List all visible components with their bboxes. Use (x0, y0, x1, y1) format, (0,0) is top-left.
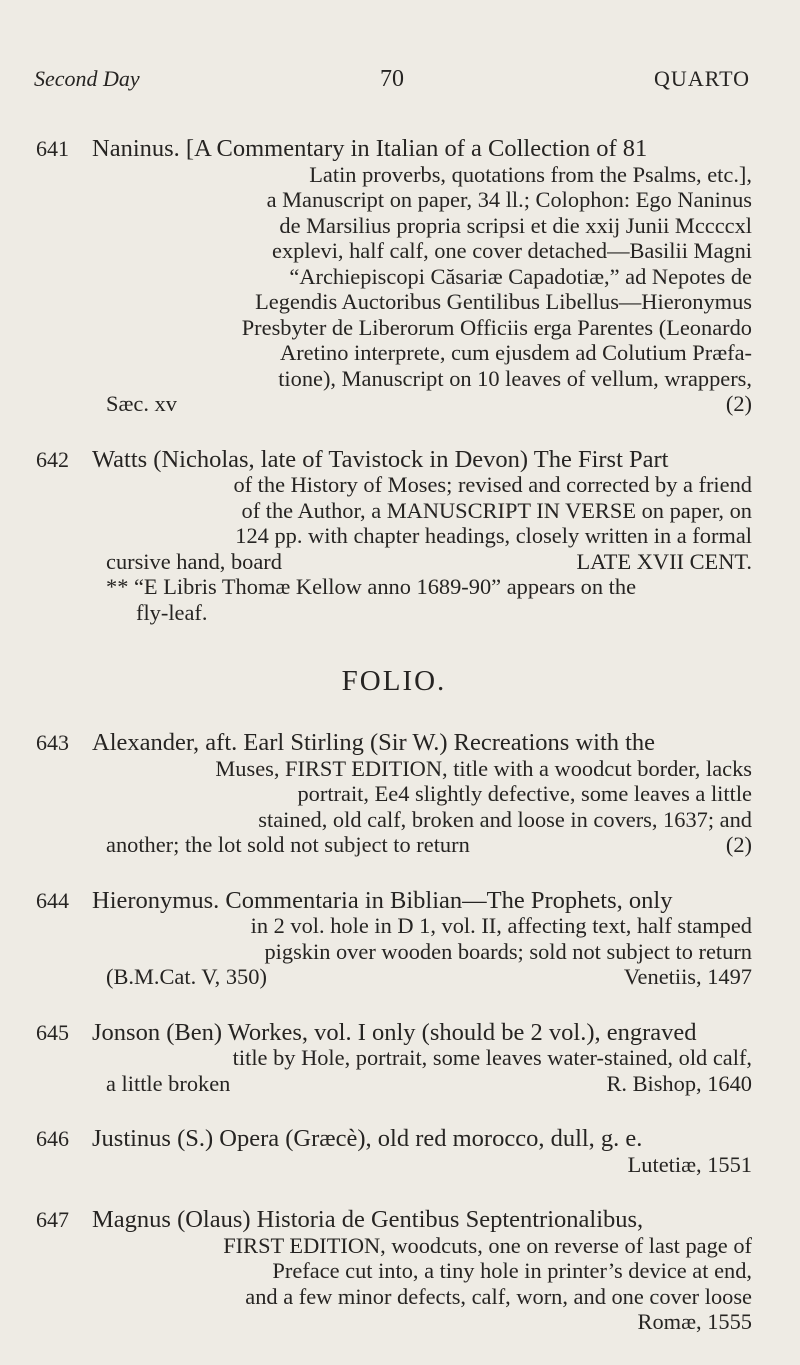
description-line: in 2 vol. hole in D 1, vol. II, affecting text, half stamped (250, 913, 752, 938)
description-line: Latin proverbs, quotations from the Psalms, etc.], (309, 161, 752, 187)
description-last-line (106, 391, 752, 417)
lot-entry-644 (36, 888, 752, 990)
lot-heading: Alexander, aft. Earl Stirling (Sir W.) Recreations with the (92, 729, 656, 756)
lot-binding: cursive hand, board (106, 548, 282, 574)
description-line: FIRST EDITION, woodcuts, one on reverse of last page of (223, 1232, 752, 1258)
lot-heading: Justinus (S.) Opera (Græcè), old red morocco, dull, g. e. (92, 1125, 643, 1152)
lot-entry-645 (36, 1020, 752, 1097)
lot-number: 645 (36, 1019, 69, 1045)
description-line: Legendis Auctoribus Gentilibus Libellus—Hieronymus (255, 289, 752, 314)
lot-number: 641 (36, 136, 69, 161)
lot-condition: another; the lot sold not subject to return (106, 832, 470, 857)
description-line: 124 pp. with chapter headings, closely written in a formal (235, 523, 752, 548)
lot-heading: Magnus (Olaus) Historia de Gentibus Septentrionalibus, (92, 1206, 644, 1233)
description-last-line (106, 549, 752, 575)
lot-number: 642 (36, 446, 69, 472)
page-header (34, 66, 750, 96)
description-line: of the History of Moses; revised and corrected by a friend (233, 472, 752, 497)
lot-imprint: Venetiis, 1497 (623, 964, 752, 989)
description-line: “Archiepiscopi Căsariæ Capadotiæ,” ad Nepotes de (289, 263, 752, 289)
lot-description (92, 472, 752, 574)
description-last-line (106, 964, 752, 990)
description-line: de Marsilius propria scripsi et die xxij Junii Mccccxl (279, 212, 752, 238)
lot-heading: Naninus. [A Commentary in Italian of a Collection of 81 (92, 135, 648, 162)
lot-description (92, 162, 752, 417)
description-line: title by Hole, portrait, some leaves water-stained, old calf, (232, 1045, 752, 1070)
lot-entry-646 (36, 1126, 752, 1177)
lot-heading: Watts (Nicholas, late of Tavistock in Devon) The First Part (92, 445, 669, 473)
lot-heading: Jonson (Ben) Workes, vol. I only (should be 2 vol.), engraved (92, 1018, 697, 1046)
description-line: pigskin over wooden boards; sold not subject to return (264, 938, 752, 964)
lot-note (92, 574, 752, 625)
lot-entry-647 (36, 1207, 752, 1335)
description-last-line (106, 832, 752, 858)
description-line: Preface cut into, a tiny hole in printer’s device at end, (272, 1258, 752, 1283)
description-line: and a few minor defects, calf, worn, and one cover loose (245, 1283, 752, 1309)
note-line: ** “E Libris Thomæ Kellow anno 1689-90” appears on the (106, 574, 637, 599)
lot-date: LATE XVII CENT. (576, 548, 752, 574)
lot-imprint: Romæ, 1555 (637, 1309, 752, 1334)
lot-description (92, 913, 752, 990)
note-line: fly-leaf. (136, 599, 208, 625)
description-last-line (106, 1152, 752, 1178)
lot-description (92, 1152, 752, 1178)
lot-list (36, 136, 752, 1365)
lot-imprint: Lutetiæ, 1551 (627, 1151, 752, 1177)
lot-reference: (B.M.Cat. V, 350) (106, 964, 267, 989)
lot-entry-641 (36, 136, 752, 417)
lot-condition: a little broken (106, 1070, 231, 1096)
lot-imprint: R. Bishop, 1640 (606, 1070, 752, 1096)
lot-count: (2) (725, 832, 752, 857)
lot-date: Sæc. xv (106, 391, 177, 416)
lot-description (92, 1045, 752, 1096)
lot-number: 646 (36, 1126, 69, 1151)
section-heading: FOLIO. (341, 665, 447, 697)
lot-entry-642 (36, 447, 752, 626)
description-line: Aretino interprete, cum ejusdem ad Colutium Præfa- (280, 340, 752, 365)
header-format: QUARTO (654, 66, 750, 91)
description-last-line (106, 1071, 752, 1097)
description-line: portrait, Ee4 slightly defective, some leaves a little (297, 781, 752, 806)
description-line: of the Author, a MANUSCRIPT IN VERSE on paper, on (241, 497, 752, 523)
description-line: stained, old calf, broken and loose in covers, 1637; and (258, 806, 752, 832)
lot-number: 647 (36, 1207, 69, 1232)
description-line: Presbyter de Liberorum Officiis erga Parentes (Leonardo (241, 314, 752, 340)
description-line: Muses, FIRST EDITION, title with a woodcut border, lacks (215, 755, 752, 781)
lot-heading: Hieronymus. Commentaria in Biblian—The Prophets, only (92, 886, 673, 914)
lot-count: (2) (725, 391, 752, 416)
lot-number: 643 (36, 730, 69, 755)
page-number: 70 (380, 66, 404, 92)
lot-description (92, 756, 752, 858)
description-line: explevi, half calf, one cover detached—Basilii Magni (272, 238, 752, 263)
lot-description (92, 1233, 752, 1335)
description-line: a Manuscript on paper, 34 ll.; Colophon: Ego Naninus (266, 187, 752, 212)
description-line: tione), Manuscript on 10 leaves of vellum, wrappers, (278, 365, 752, 391)
lot-number: 644 (36, 887, 69, 913)
lot-entry-643 (36, 730, 752, 858)
header-sale-day: Second Day (34, 66, 140, 91)
